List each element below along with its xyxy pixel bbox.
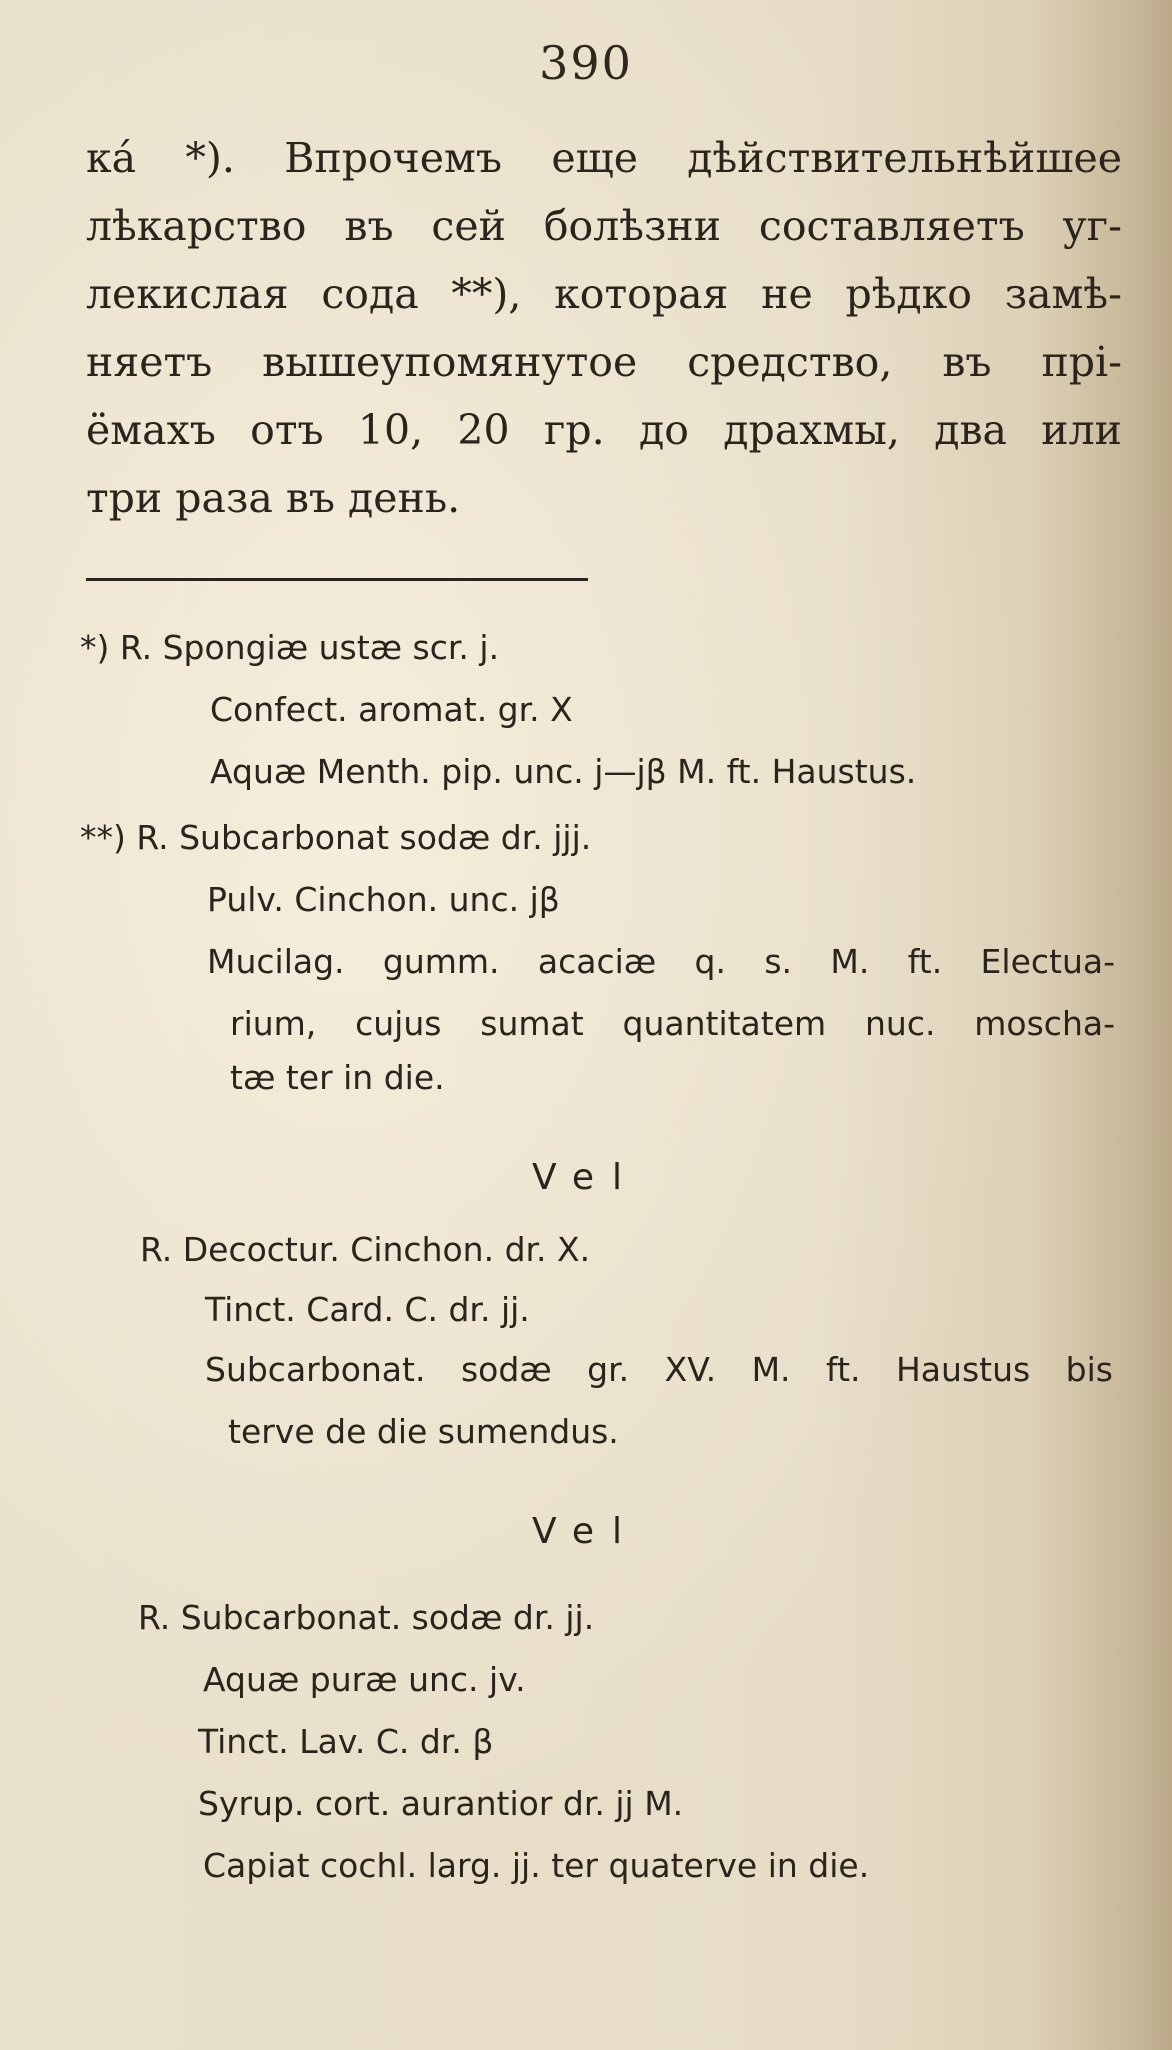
- body-line-4: няетъ вышеупомянутое средство, въ прі-: [86, 338, 1122, 386]
- recipe-2-line-4: terve de die sumendus.: [228, 1412, 619, 1451]
- main-paragraph: [86, 124, 1122, 532]
- footnote-2-line-5: tæ ter in die.: [230, 1058, 445, 1097]
- footnote-1-line-3: Aquæ Menth. pip. unc. j—jβ M. ft. Haustus.: [210, 752, 917, 791]
- footnote-1-line-2: Confect. aromat. gr. X: [210, 690, 573, 729]
- footnote-2-line-3: Mucilag. gumm. acaciæ q. s. M. ft. Electua-: [207, 942, 1115, 981]
- recipe-2-line-1: R. Decoctur. Cinchon. dr. X.: [140, 1230, 591, 1269]
- recipe-2-line-3: Subcarbonat. sodæ gr. XV. M. ft. Haustus bis: [205, 1350, 1113, 1389]
- footnote-2-line-4: rium, cujus sumat quantitatem nuc. moscha-: [230, 1004, 1115, 1043]
- recipe-3-line-3: Tinct. Lav. C. dr. β: [198, 1722, 494, 1761]
- recipe-3-line-4: Syrup. cort. aurantior dr. jj M.: [198, 1784, 684, 1823]
- body-line-5: ёмахъ отъ 10, 20 гр. до драхмы, два или: [86, 406, 1122, 454]
- body-line-1: ка́ *). Впрочемъ еще дѣйствительнѣйшее: [86, 134, 1122, 182]
- body-line-2: лѣкарство въ сей болѣзни составляетъ уг-: [86, 202, 1122, 250]
- page-number: 390: [539, 36, 633, 90]
- footnote-2-line-2: Pulv. Cinchon. unc. jβ: [207, 880, 560, 919]
- body-line-6: три раза въ день.: [86, 474, 461, 522]
- recipe-3-line-5: Capiat cochl. larg. jj. ter quaterve in die.: [203, 1846, 870, 1885]
- body-line-3: лекислая сода **), которая не рѣдко замѣ-: [86, 270, 1122, 318]
- recipe-2-line-2: Tinct. Card. C. dr. jj.: [205, 1290, 530, 1329]
- recipe-3-line-1: R. Subcarbonat. sodæ dr. jj.: [138, 1598, 595, 1637]
- vel-heading-1: Vel: [532, 1157, 640, 1198]
- recipe-3-line-2: Aquæ puræ unc. jv.: [203, 1660, 526, 1699]
- vel-heading-2: Vel: [532, 1511, 640, 1552]
- footnote-2-line-1: **) R. Subcarbonat sodæ dr. jjj.: [80, 818, 592, 857]
- footnote-1-line-1: *) R. Spongiæ ustæ scr. j.: [80, 628, 500, 667]
- footnote-separator-rule: [86, 578, 588, 581]
